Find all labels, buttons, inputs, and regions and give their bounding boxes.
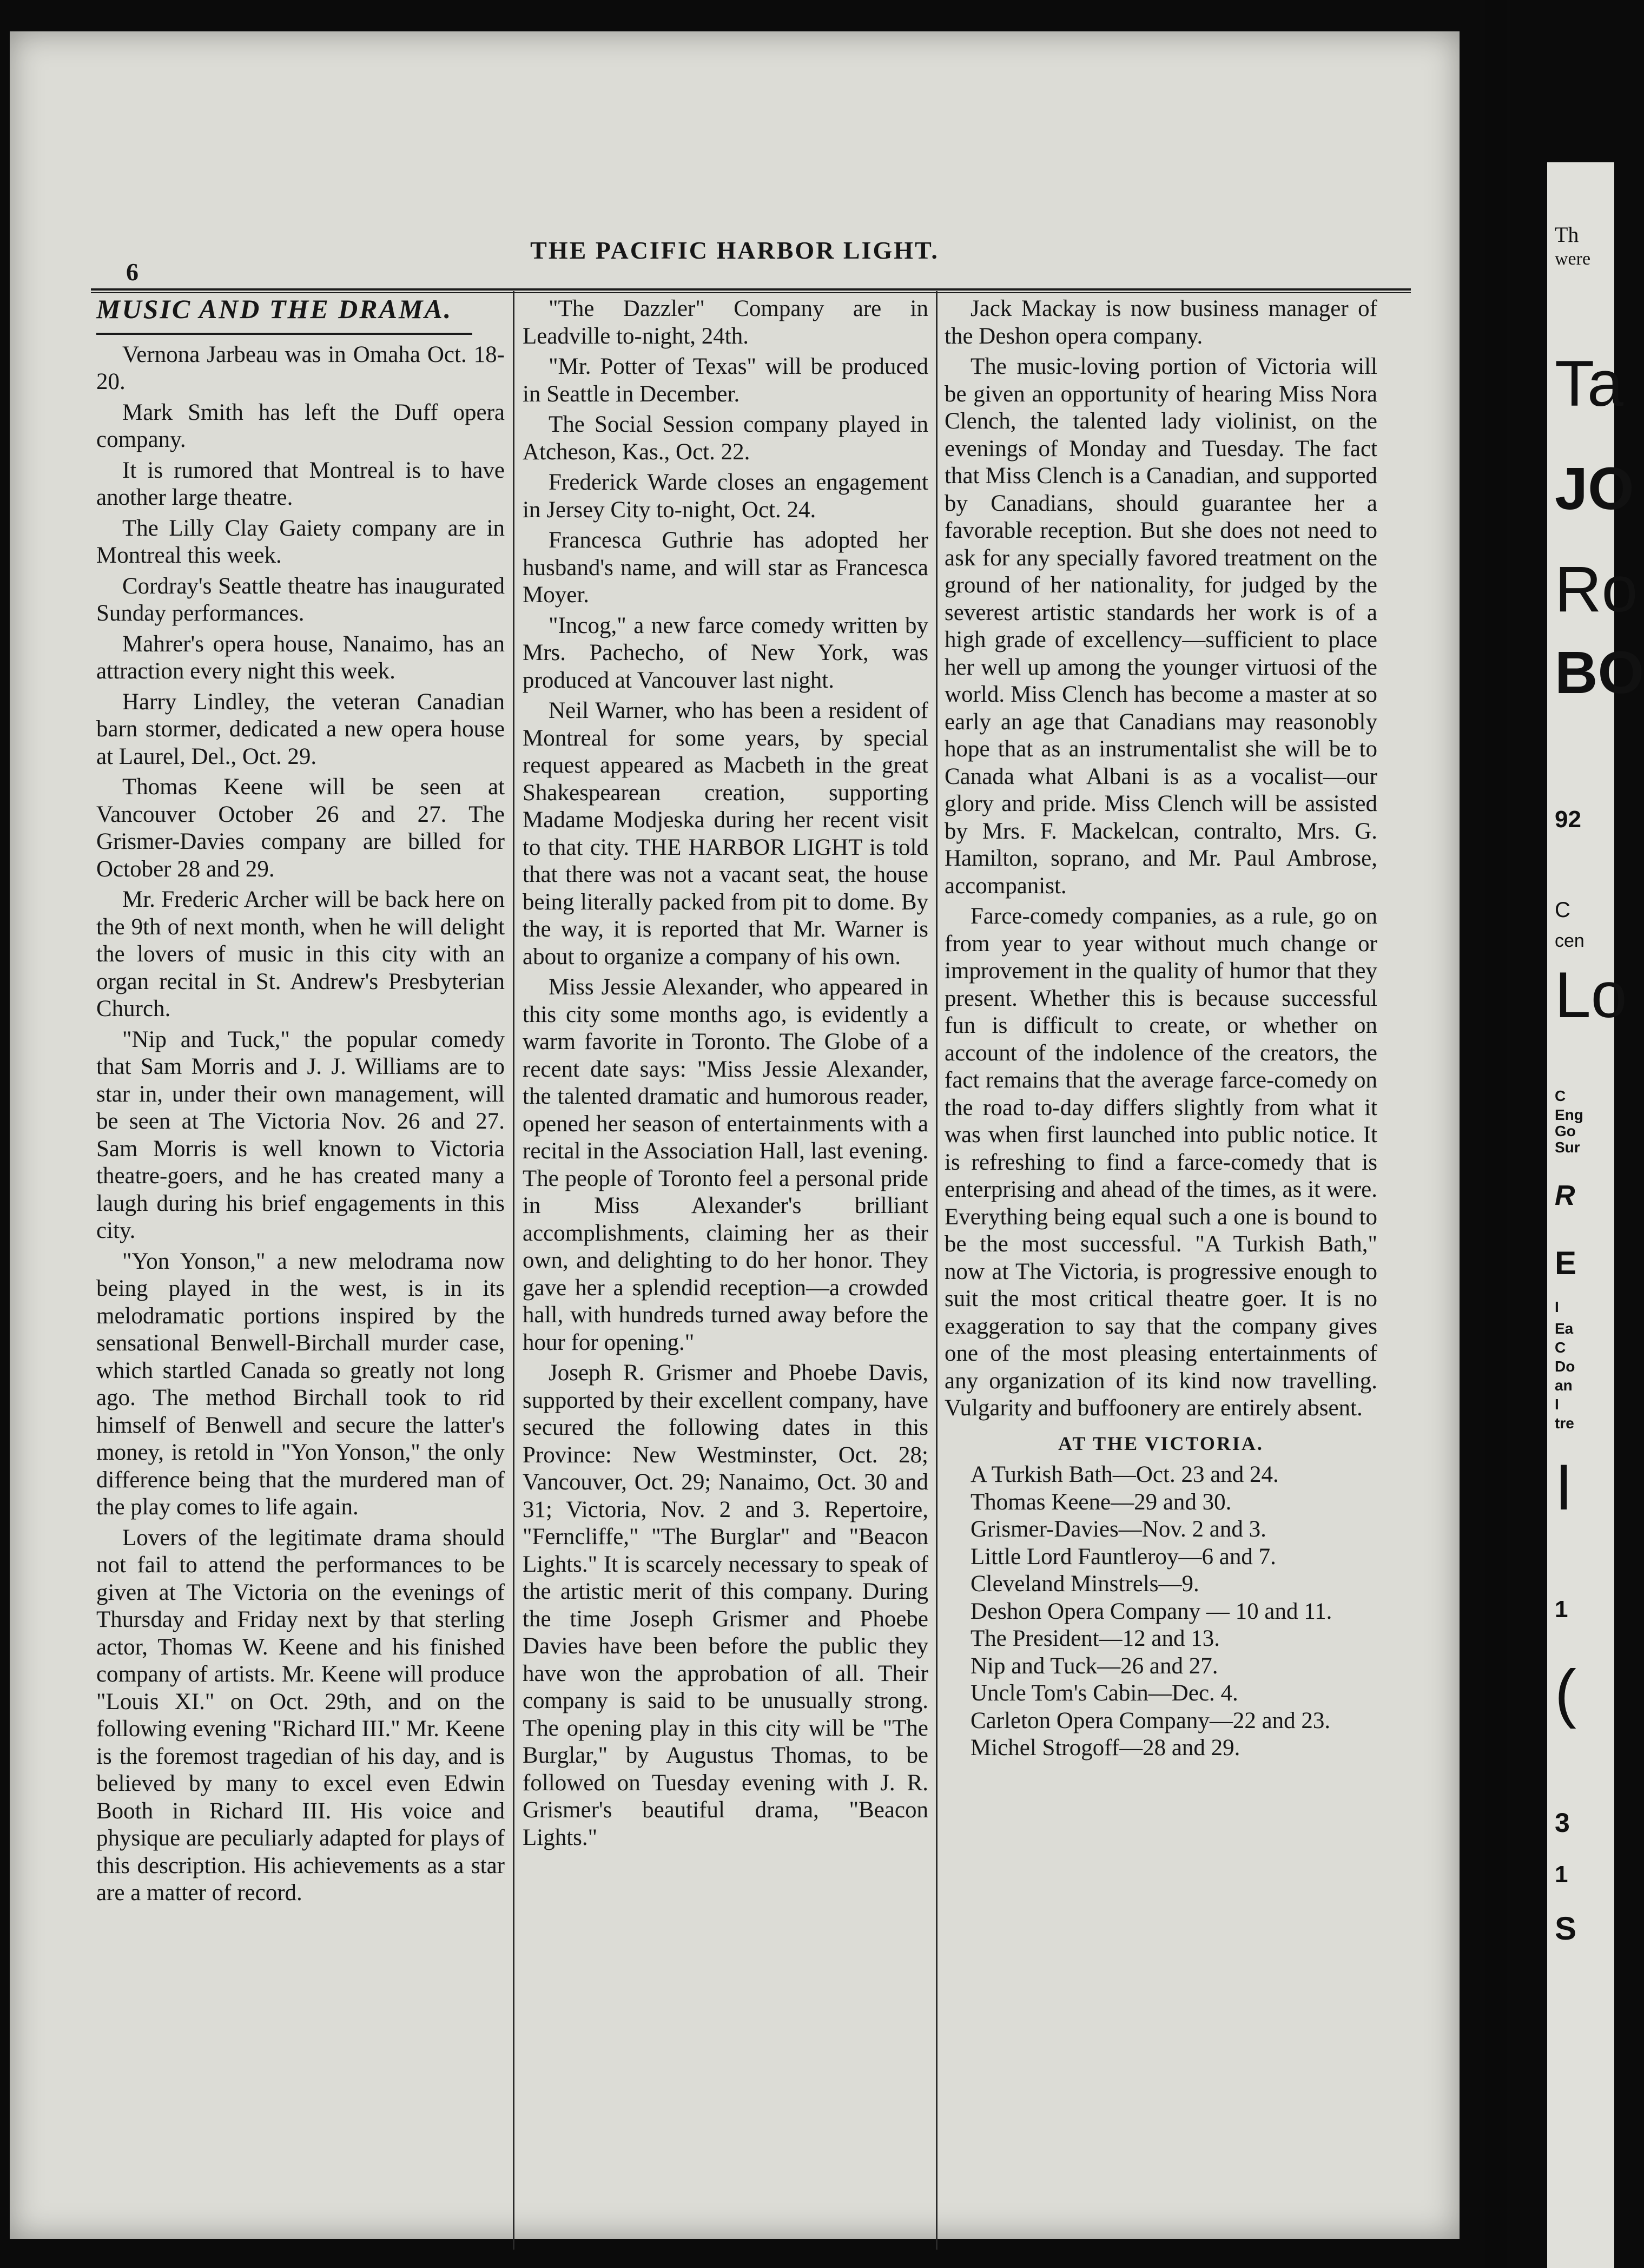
- article-paragraph: Joseph R. Grismer and Phoebe Davis, supported by their excellent company, have secured the following dates in this Province: New Westminster, Oct. 28; Vancouver, Oct. 29; Nanaimo, Oct. 30 and 31; Victoria, Nov. 2 and 3. Repertoire, "Ferncliffe," "The Burglar" and "Beacon Lights." It is scarcely necessary to speak of the artistic merit of this company. During the time Joseph Grismer and Phoebe Davies have been before the public they have won the approbation of all. Their company is said to be unusually strong. The opening play in this city will be "The Burglar," by Augustus Thomas, to be followed on Tuesday evening with J. R. Grismer's beautiful drama, "Beacon Lights.": [523, 1360, 928, 1850]
- fragment-text: Do: [1555, 1358, 1575, 1375]
- fragment-text: an: [1555, 1377, 1573, 1394]
- fragment-text: Eng: [1555, 1106, 1583, 1123]
- article-paragraph: Lovers of the legitimate drama should not fail to attend the performances to be given at The Victoria on the evenings of Thursday and Friday next by that sterling actor, Thomas W. Keene and his finished company of artists. Mr. Keene will produce "Louis XI." on Oct. 29th, and on the following evening "Richard III." Mr. Keene is the foremost tragedian of his day, and is believed by many to excel even Edwin Booth in Richard III. His voice and physique are peculiarly adapted for plays of this description. His achievements as a star are a matter of record.: [96, 1525, 505, 1906]
- article-paragraph: Frederick Warde closes an engagement in Jersey City to-night, Oct. 24.: [523, 470, 928, 523]
- column-rule-2: [936, 291, 937, 2250]
- article-paragraph: Farce-comedy companies, as a rule, go on from year to year without much change or improvement in the quality of humor that they present. Whether this is because successful fun is difficult to create, or whether on account of the indolence of the creators, the fact remains that the average farce-comedy on the road to-day differs slightly from what it was when first launched into public notice. It is refreshing to find a farce-comedy that is enterprising and ahead of the times, as it were. Everything being equal such a one is bound to be the most successful. "A Turkish Bath," now at The Victoria, is progressive enough to suit the most critical theatre goer. It is no exaggeration to say that the company gives one of the most pleasing entertainments of any organization of its kind now travelling. Vulgarity and buffoonery are entirely absent.: [945, 904, 1377, 1421]
- article-paragraph: Mark Smith has left the Duff opera company.: [96, 399, 505, 452]
- fragment-text: R: [1555, 1180, 1575, 1211]
- schedule-item: Little Lord Fauntleroy—6 and 7.: [970, 1544, 1276, 1570]
- page-header: [10, 31, 1460, 286]
- article-paragraph: It is rumored that Montreal is to have another large theatre.: [96, 457, 505, 510]
- fragment-text: Ro: [1555, 553, 1638, 625]
- fragment-text: (: [1555, 1657, 1576, 1729]
- fragment-text: tre: [1555, 1415, 1574, 1432]
- article-paragraph: "Nip and Tuck," the popular comedy that Sam Morris and J. J. Williams are to star in, under their own management, will be seen at The Victoria Nov. 26 and 27. Sam Morris is well known to Victoria theatre-goers, and he has created many a laugh during his brief engagements in this city.: [96, 1026, 505, 1243]
- fragment-text: C: [1555, 1339, 1566, 1356]
- article-paragraph: The Lilly Clay Gaiety company are in Montreal this week.: [96, 515, 505, 568]
- fragment-text: Th: [1555, 222, 1579, 247]
- column-2: [523, 295, 928, 1855]
- schedule-item: Carleton Opera Company—22 and 23.: [970, 1707, 1331, 1733]
- schedule-item: Michel Strogoff—28 and 29.: [970, 1735, 1240, 1761]
- fragment-text: Ea: [1555, 1320, 1574, 1337]
- fragment-text: 3: [1555, 1808, 1570, 1838]
- article-paragraph: "Yon Yonson," a new melodrama now being played in the west, is in its melodramatic portions inspired by the sensational Benwell-Birchall murder case, which startled Canada so greatly not long ago. The method Birchall took to rid himself of Benwell and secure the latter's money, is retold in "Yon Yonson," the only difference being that the murdered man of the play comes to life again.: [96, 1248, 505, 1520]
- column-rule-1: [513, 291, 514, 2250]
- article-paragraph: Miss Jessie Alexander, who appeared in this city some months ago, is evidently a warm favorite in Toronto. The Globe of a recent date says: "Miss Jessie Alexander, the talented dramatic and humorous reader, opened her season of entertainments with a recital in the Association Hall, last evening. The people of Toronto feel a personal pride in Miss Alexander's brilliant accomplishments, claiming her as their own, and delighting to do her honor. They gave her a splendid reception—a crowded hall, with hundreds turned away before the hour for opening.": [523, 974, 928, 1355]
- schedule-item: A Turkish Bath—Oct. 23 and 24.: [970, 1462, 1279, 1487]
- fragment-text: I: [1555, 1451, 1573, 1524]
- fragment-text: Sur: [1555, 1139, 1580, 1156]
- fragment-text: BO: [1555, 639, 1644, 706]
- fragment-text: C: [1555, 1087, 1566, 1104]
- article-paragraph: Jack Mackay is now business manager of the Deshon opera company.: [945, 296, 1377, 349]
- schedule-item: Cleveland Minstrels—9.: [970, 1571, 1199, 1597]
- article-paragraph: Cordray's Seattle theatre has inaugurated Sunday performances.: [96, 573, 505, 626]
- column-1: [96, 295, 505, 1910]
- fragment-text: Ta: [1555, 347, 1623, 420]
- fragment-text: Go: [1555, 1123, 1576, 1139]
- fragment-text: S: [1555, 1910, 1577, 1947]
- article-paragraph: Francesca Guthrie has adopted her husband's name, and will star as Francesca Moyer.: [523, 528, 928, 608]
- fragment-text: 1: [1555, 1596, 1568, 1623]
- fragment-text: I: [1555, 1396, 1559, 1413]
- facing-page-fragment: [1547, 162, 1644, 2268]
- fragment-text: I: [1555, 1298, 1559, 1315]
- fragment-text: JO: [1555, 456, 1634, 522]
- fragment-text: E: [1555, 1245, 1577, 1281]
- title-underline: [96, 325, 472, 335]
- newspaper-page: [10, 31, 1460, 2239]
- article-paragraph: Mahrer's opera house, Nanaimo, has an attraction every night this week.: [96, 631, 505, 684]
- fragment-text: were: [1555, 249, 1591, 269]
- page-gutter: [1485, 0, 1507, 2268]
- page-number: 6: [126, 258, 138, 286]
- schedule-heading: AT THE VICTORIA.: [1058, 1432, 1264, 1454]
- fragment-text: 92: [1555, 806, 1581, 833]
- schedule-item: The President—12 and 13.: [970, 1626, 1220, 1651]
- article-paragraph: Neil Warner, who has been a resident of Montreal for some years, by special request appeared as Macbeth in the great Shakespearean creation, supporting Madame Modjeska during her recent visit to that city. THE HARBOR LIGHT is told that there was not a vacant seat, the house being literally packed from pit to dome. By the way, it is reported that Mr. Warner is about to organize a company of his own.: [523, 698, 928, 970]
- article-paragraph: "The Dazzler" Company are in Leadville to-night, 24th.: [523, 296, 928, 349]
- column-3: [945, 295, 1377, 1762]
- schedule-item: Thomas Keene—29 and 30.: [970, 1489, 1232, 1515]
- article-paragraph: "Mr. Potter of Texas" will be produced in Seattle in December.: [523, 354, 928, 407]
- schedule-list: [945, 1461, 1377, 1762]
- article-paragraph: Vernona Jarbeau was in Omaha Oct. 18-20.: [96, 341, 505, 394]
- header-rule: [91, 288, 1411, 291]
- fragment-text: Lo: [1555, 959, 1627, 1031]
- header-rule-thin: [91, 292, 1411, 293]
- article-paragraph: Harry Lindley, the veteran Canadian barn stormer, dedicated a new opera house at Laurel, Del., Oct. 29.: [96, 689, 505, 769]
- schedule-item: Grismer-Davies—Nov. 2 and 3.: [970, 1517, 1266, 1542]
- article-paragraph: The Social Session company played in Atcheson, Kas., Oct. 22.: [523, 412, 928, 465]
- article-paragraph: The music-loving portion of Victoria will be given an opportunity of hearing Miss Nora Clench, the talented lady violinist, on the evenings of Monday and Tuesday. The fact that Miss Clench is a Canadian, and supported by Canadians, should guarantee her a favorable reception. But she does not need to ask for any specially favored treatment on the ground of her nationality, for judged by the severest artistic standards her work is of a high grade of excellency—sufficient to place her well up among the younger virtuosi of the world. Miss Clench has become a master at so early an age that Canadians may reasonobly hope that as an instrumentalist she will be to Canada what Albani is as a vocalist—our glory and pride. Miss Clench will be assisted by Mrs. F. Mackelcan, contralto, Mrs. G. Hamilton, soprano, and Mr. Paul Ambrose, accompanist.: [945, 354, 1377, 899]
- section-title: MUSIC AND THE DRAMA.: [96, 294, 453, 324]
- fragment-text: cen: [1555, 931, 1584, 951]
- article-paragraph: Mr. Frederic Archer will be back here on the 9th of next month, when he will delight the lovers of music in this city with an organ recital in St. Andrew's Presbyterian Church.: [96, 887, 505, 1021]
- schedule-item: Deshon Opera Company — 10 and 11.: [970, 1598, 1332, 1624]
- article-paragraph: Thomas Keene will be seen at Vancouver October 26 and 27. The Grismer-Davies company are billed for October 28 and 29.: [96, 774, 505, 882]
- fragment-text: 1: [1555, 1861, 1568, 1888]
- running-head: THE PACIFIC HARBOR LIGHT.: [530, 236, 939, 264]
- fragment-text: C: [1555, 898, 1570, 922]
- schedule-item: Uncle Tom's Cabin—Dec. 4.: [970, 1680, 1238, 1706]
- article-paragraph: "Incog," a new farce comedy written by Mrs. Pachecho, of New York, was produced at Vancouver last night.: [523, 612, 928, 693]
- schedule-item: Nip and Tuck—26 and 27.: [970, 1653, 1218, 1679]
